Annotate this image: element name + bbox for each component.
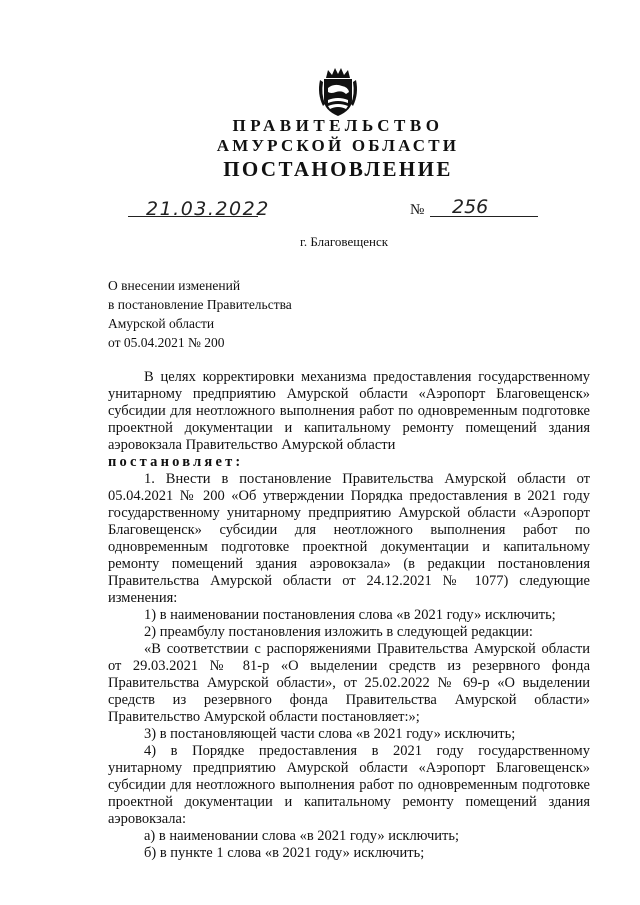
number-underline [430, 216, 538, 217]
region-heading: АМУРСКОЙ ОБЛАСТИ [216, 136, 460, 155]
document-type-heading: ПОСТАНОВЛЕНИЕ [223, 157, 453, 181]
subject-block [108, 276, 292, 352]
body-paragraph: 1. Внести в постановление Правительства Амурской области от 05.04.2021 № 200 «Об утверждении Порядка предоставления в 2021 году государственному унитарному предприятию Амурской области «Аэропорт Благовещенск» субсидии для неотложного выполнения работ по одновременным подготовке проектной документации и капитальному ремонту помещений здания аэровокзала» (в редакции постановления Правительства Амурской области от 24.12.2021 № 1077) следующие изменения: [108, 471, 590, 606]
body-paragraph: 2) преамбулу постановления изложить в следующей редакции: [144, 624, 533, 640]
body-paragraph: а) в наименовании слова «в 2021 году» исключить; [144, 828, 459, 844]
body-paragraph: 3) в постановляющей части слова «в 2021 году» исключить; [144, 726, 516, 742]
number-label: № [410, 202, 425, 218]
decides-word: постановляет: [108, 454, 244, 470]
document-body [108, 369, 590, 862]
preamble-paragraph: В целях корректировки механизма предоставления государственному унитарному предприятию Амурской области «Аэропорт Благовещенск» субсидии для неотложного выполнения работ по одновременным подготовке проектной документации и капитальному ремонту помещений здания аэровокзала Правительство Амурской области [108, 369, 590, 453]
body-paragraph: б) в пункте 1 слова «в 2021 году» исключить; [144, 845, 425, 861]
body-paragraph: 1) в наименовании постановления слова «в 2021 году» исключить; [144, 607, 556, 623]
date-underline [128, 216, 258, 217]
city: г. Благовещенск [300, 234, 389, 249]
body-paragraph: 4) в Порядке предоставления в 2021 году государственному унитарному предприятию Амурской области «Аэропорт Благовещенск» субсидии для неотложного выполнения работ по одновременным подготовке проектной документации и капитальному ремонту помещений здания аэровокзала: [108, 743, 590, 827]
subject-line: Амурской области [108, 316, 215, 331]
government-heading: ПРАВИТЕЛЬСТВО [232, 116, 444, 135]
subject-line: О внесении изменений [108, 278, 241, 293]
subject-line: в постановление Правительства [108, 297, 292, 312]
subject-line: от 05.04.2021 № 200 [108, 335, 225, 350]
coat-of-arms-icon [316, 66, 360, 118]
body-paragraph: «В соответствии с распоряжениями Правительства Амурской области от 29.03.2021 № 81-р «О выделении средств из резервного фонда Правительства Амурской области», от 25.02.2022 № 69-р «О выделении средств из резервного фонда Правительства Амурской области» Правительство Амурской области постановляет:»; [108, 641, 590, 725]
handwritten-number: 256 [452, 196, 489, 218]
handwritten-date: 21.03.2022 [146, 198, 270, 220]
